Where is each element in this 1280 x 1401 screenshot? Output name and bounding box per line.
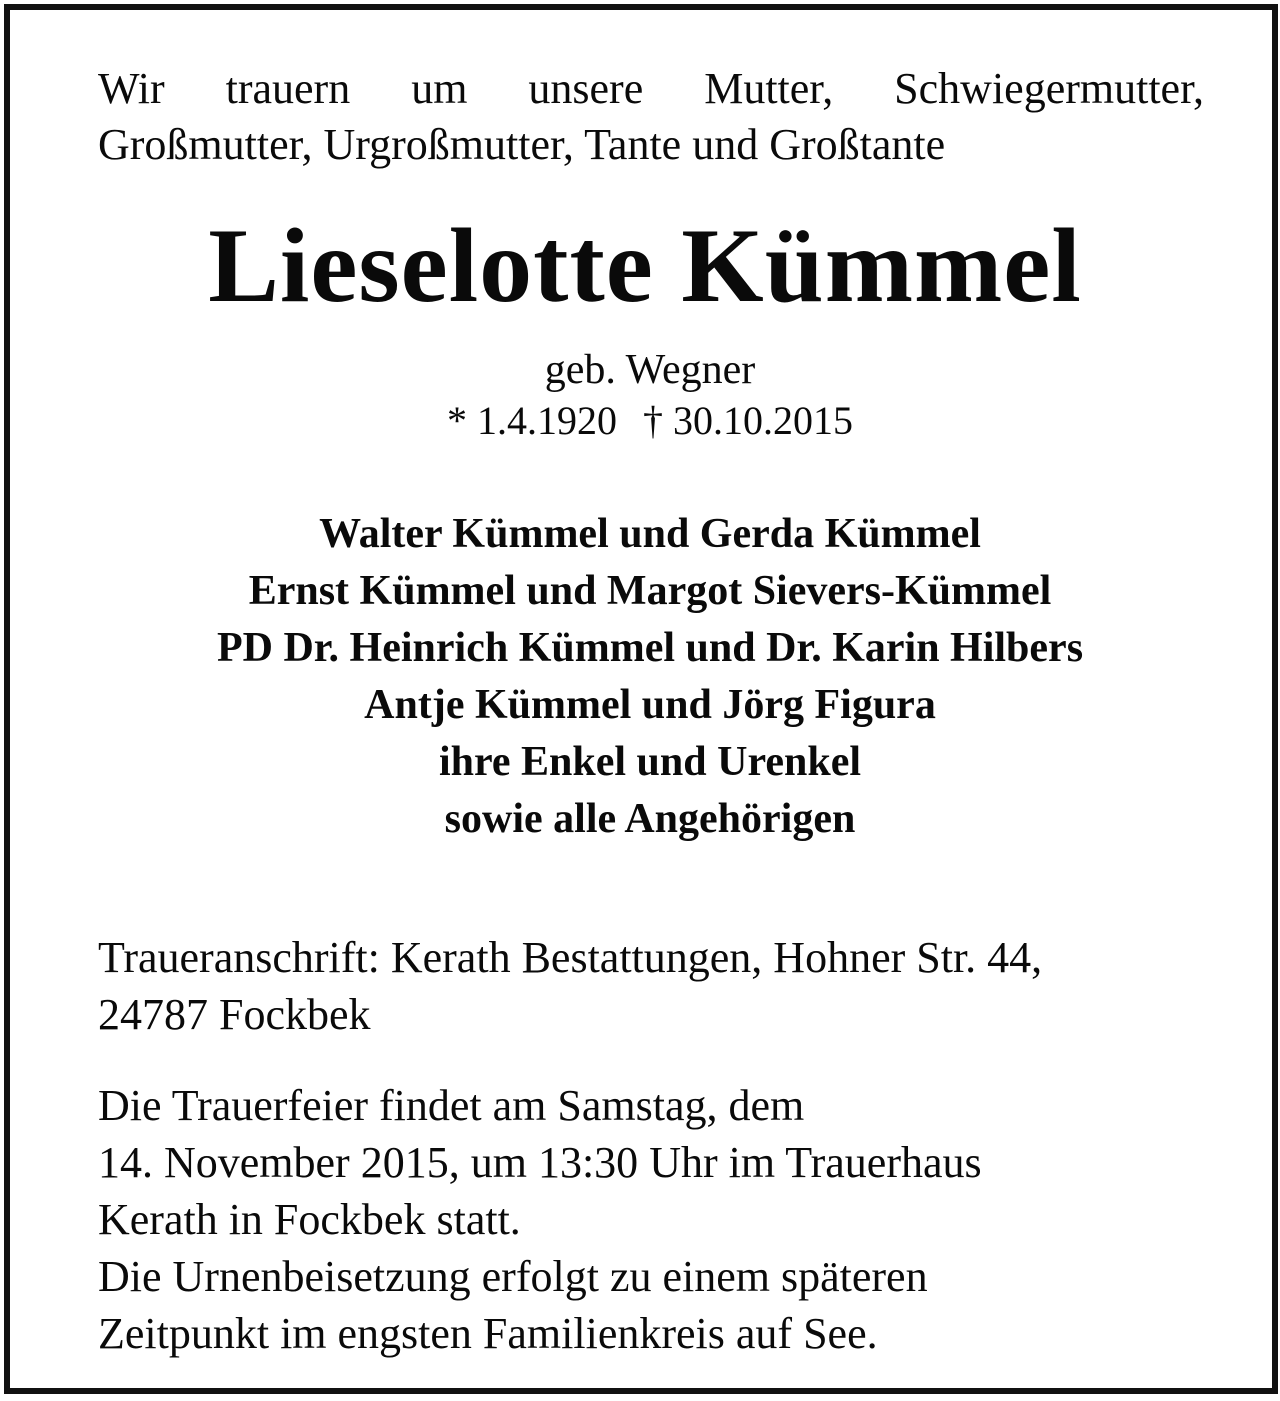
death-date: † 30.10.2015	[643, 398, 853, 443]
mourning-address	[98, 929, 1204, 1043]
mourner-line: Walter Kümmel und Gerda Kümmel	[319, 511, 981, 557]
intro-word: trauern	[225, 64, 351, 113]
intro-line-2: Großmutter, Urgroßmutter, Tante und Großtante	[98, 120, 946, 169]
ceremony-word: November	[164, 1138, 350, 1187]
mourner-line: Ernst Kümmel und Margot Sievers-Kümmel	[248, 568, 1052, 614]
ceremony-word: zu	[609, 1252, 652, 1301]
ceremony-word: Urnenbeisetzung	[172, 1252, 471, 1301]
ceremony-line-2	[98, 1134, 1166, 1191]
ceremony-line-5: Zeitpunkt im engsten Familienkreis auf See.	[98, 1309, 878, 1358]
ceremony-word: 2015,	[360, 1138, 460, 1187]
intro-word: Wir	[98, 64, 165, 113]
ceremony-word: erfolgt	[481, 1252, 599, 1301]
ceremony-word: um	[470, 1138, 527, 1187]
ceremony-word: Trauerhaus	[785, 1138, 982, 1187]
ceremony-line-4	[98, 1248, 1204, 1305]
notice-frame	[4, 4, 1278, 1394]
ceremony-info	[98, 1077, 1204, 1362]
address-line-2: 24787 Fockbek	[98, 990, 371, 1039]
address-line-1: Traueranschrift: Kerath Bestattungen, Hohner Str. 44,	[98, 933, 1043, 982]
intro-word: Schwiegermutter,	[894, 64, 1204, 113]
intro-text	[98, 61, 1204, 173]
mourner-line: PD Dr. Heinrich Kümmel und Dr. Karin Hilbers	[216, 625, 1084, 671]
ceremony-word: Die	[98, 1252, 162, 1301]
intro-line-1	[98, 61, 1204, 117]
ceremony-word: späteren	[781, 1252, 928, 1301]
mourner-line: sowie alle Angehörigen	[444, 796, 856, 842]
mourner-line: Antje Kümmel und Jörg Figura	[364, 682, 936, 728]
intro-word: um	[411, 64, 468, 113]
mourners-list	[10, 506, 1280, 848]
intro-word: Mutter,	[704, 64, 834, 113]
born-name: geb. Wegner	[544, 347, 756, 393]
mourner-line: ihre Enkel und Urenkel	[438, 739, 862, 785]
birth-date: * 1.4.1920	[447, 398, 617, 443]
intro-word: unsere	[528, 64, 644, 113]
ceremony-line-3: Kerath in Fockbek statt.	[98, 1195, 521, 1244]
ceremony-word: im	[728, 1138, 776, 1187]
ceremony-line-1: Die Trauerfeier findet am Samstag, dem	[98, 1081, 805, 1130]
life-dates	[10, 394, 1280, 448]
ceremony-word: Uhr	[649, 1138, 718, 1187]
ceremony-word: 14.	[98, 1138, 153, 1187]
ceremony-word: einem	[662, 1252, 770, 1301]
ceremony-word: 13:30	[537, 1138, 639, 1187]
deceased-name: Lieselotte Kümmel	[208, 207, 1082, 324]
